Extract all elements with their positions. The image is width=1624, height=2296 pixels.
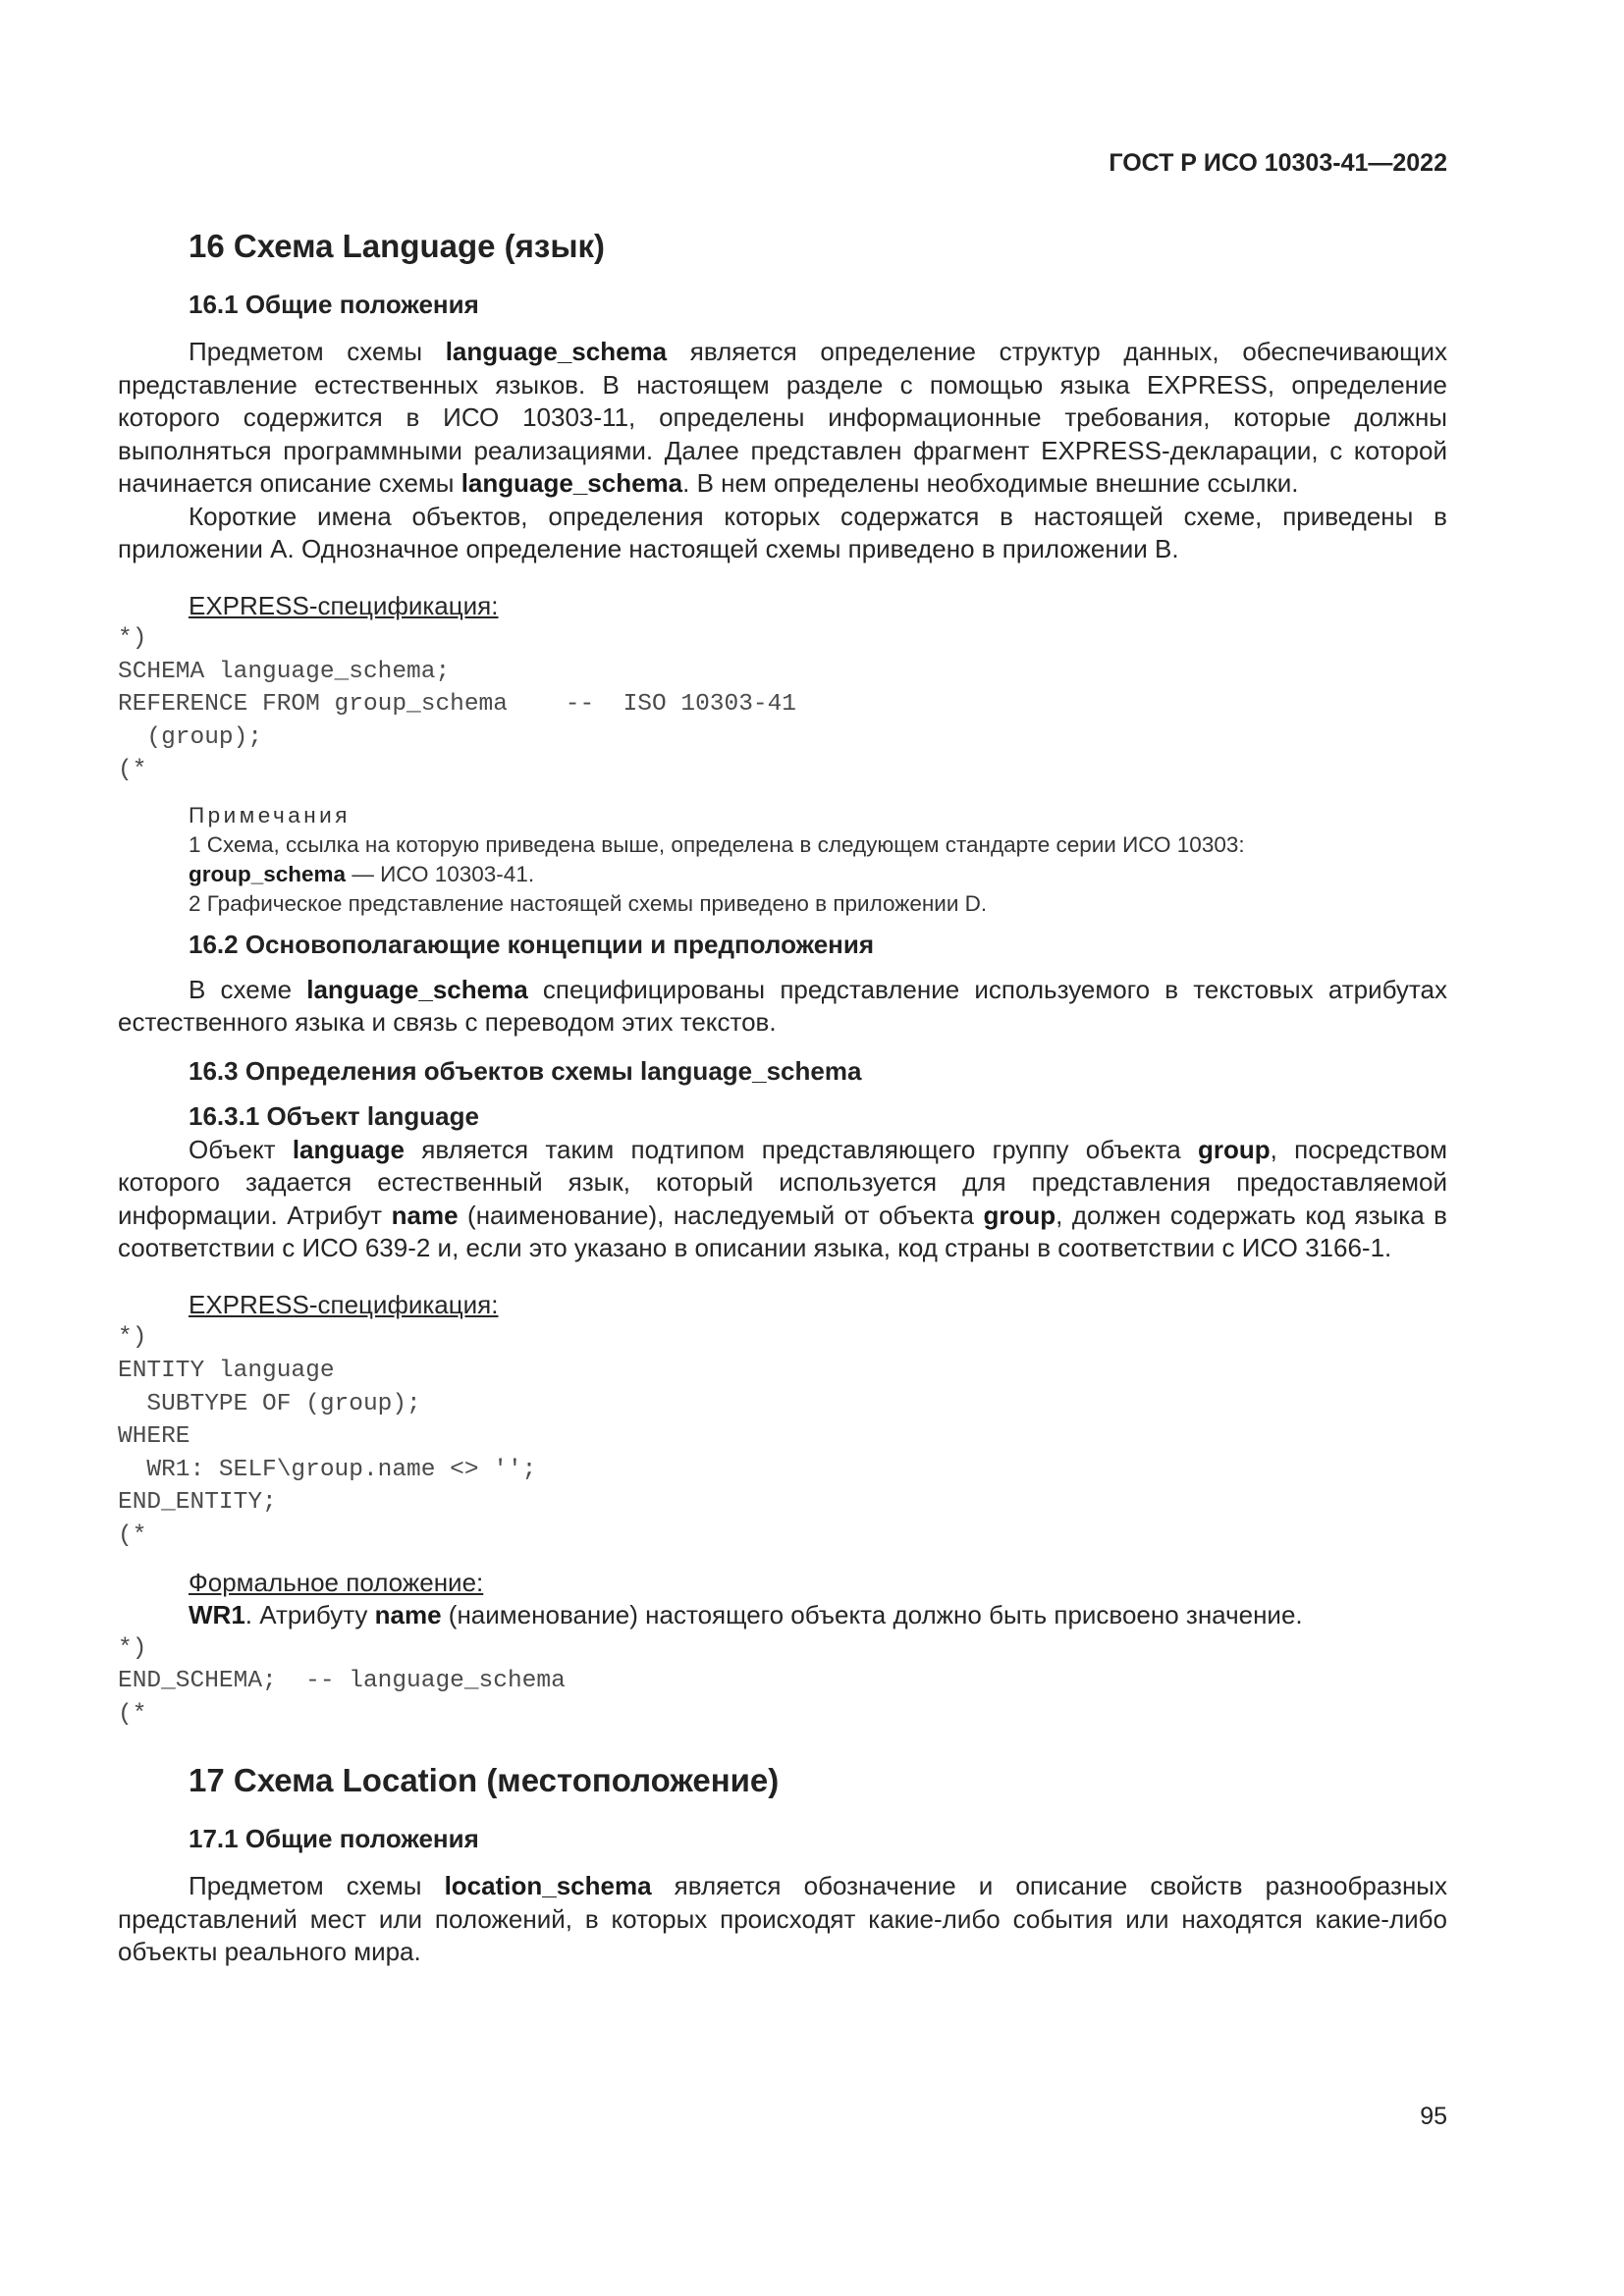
text-run: является обозначение и описание свойств разнообразных представлений мест или положений, в которых происходят какие-либо события или находятся какие-либо объекты реального мира. bbox=[118, 1871, 1447, 1967]
section-16-3-1-para-1 bbox=[118, 1134, 1447, 1265]
bold-term: name bbox=[374, 1600, 442, 1630]
section-17-title: 17 Схема Location (местоположение) bbox=[189, 1762, 780, 1799]
text-run: является определение структур данных, обеспечивающих представление естественных языков. В настоящем разделе с помощью языка EXPRESS, определение которого содержится в ИСО 10303-11, определены информационные требования, которые должны выполняться программными реализациями. Далее представлен фрагмент EXPRESS-декларации, с которой начинается описание схемы bbox=[118, 337, 1447, 498]
text-run: специфицированы представление используемого в текстовых атрибутах естественного языка и связь с переводом этих текстов. bbox=[118, 974, 1447, 1038]
section-16-1-title: 16.1 Общие положения bbox=[189, 290, 479, 319]
express-spec-label-2: EXPRESS-спецификация: bbox=[189, 1289, 499, 1319]
section-16-3-1-title: 16.3.1 Объект language bbox=[189, 1100, 479, 1131]
bold-term: language_schema bbox=[306, 974, 528, 1004]
bold-term: group bbox=[983, 1200, 1056, 1230]
section-16-title: 16 Схема Language (язык) bbox=[189, 228, 606, 264]
page-number: 95 bbox=[1420, 2103, 1447, 2130]
text-run: Предметом схемы bbox=[189, 337, 446, 366]
formal-proposition-wr1 bbox=[118, 1599, 1447, 1632]
text-run: , посредством которого задается естественный язык, который используется для представления предоставляемой информации. Атрибут bbox=[118, 1134, 1447, 1230]
bold-term: language_schema bbox=[445, 337, 668, 366]
text-run: 2 Графическое представление настоящей схемы приведено в приложении D. bbox=[189, 890, 988, 916]
bold-term: language_schema bbox=[460, 468, 683, 498]
bold-term: location_schema bbox=[444, 1871, 652, 1901]
section-16-1-para-2 bbox=[118, 501, 1447, 566]
text-run: является таким подтипом представляющего группу объекта bbox=[404, 1134, 1198, 1164]
formal-proposition-label: Формальное положение: bbox=[189, 1567, 484, 1597]
text-run: Предметом схемы bbox=[189, 1871, 445, 1901]
express-code-block-3: *) END_SCHEMA; -- language_schema (* bbox=[118, 1634, 566, 1728]
text-run: , должен содержать код языка в соответствии с ИСО 639-2 и, если это указано в описании языка, код страны в соответствии с ИСО 3166-1. bbox=[118, 1200, 1447, 1263]
bold-term: WR1 bbox=[189, 1600, 245, 1630]
text-run: Короткие имена объектов, определения которых содержатся в настоящей схеме, приведены в приложении А. Однозначное определение настоящей схемы приведено в приложении В. bbox=[118, 501, 1447, 563]
text-run: . Атрибуту bbox=[244, 1600, 375, 1630]
bold-term: language bbox=[292, 1134, 405, 1164]
note-1-continued bbox=[118, 860, 1447, 889]
section-17-1-title: 17.1 Общие положения bbox=[189, 1824, 479, 1854]
text-run: В схеме bbox=[189, 974, 307, 1004]
express-code-block-2: *) ENTITY language SUBTYPE OF (group); WHERE WR1: SELF\group.name <> ''; END_ENTITY; (* bbox=[118, 1324, 537, 1550]
text-run: (наименование), наследуемый от объекта bbox=[458, 1200, 984, 1230]
notes-title: Примечания bbox=[189, 802, 351, 828]
express-spec-label-1: EXPRESS-спецификация: bbox=[189, 590, 499, 620]
text-run: Объект bbox=[189, 1134, 293, 1164]
bold-term: group_schema bbox=[189, 861, 347, 886]
section-16-1-para-1 bbox=[118, 336, 1447, 501]
express-code-block-1: *) SCHEMA language_schema; REFERENCE FROM group_schema -- ISO 10303-41 (group); (* bbox=[118, 625, 797, 784]
bold-term: name bbox=[391, 1200, 459, 1230]
text-run: 1 Схема, ссылка на которую приведена выше, определена в следующем стандарте серии ИСО 10303: bbox=[189, 831, 1245, 857]
bold-term: group bbox=[1198, 1134, 1271, 1164]
section-16-2-title: 16.2 Основополагающие концепции и предположения bbox=[189, 929, 875, 959]
section-16-3-title: 16.3 Определения объектов схемы language_schema bbox=[189, 1055, 862, 1086]
standard-header: ГОСТ Р ИСО 10303-41—2022 bbox=[1109, 149, 1447, 177]
section-17-1-para-1 bbox=[118, 1870, 1447, 1969]
text-run: — ИСО 10303-41. bbox=[346, 861, 535, 886]
note-2 bbox=[118, 889, 1447, 919]
text-run: . В нем определены необходимые внешние ссылки. bbox=[682, 468, 1299, 498]
page-content bbox=[118, 224, 1447, 1969]
section-16-2-para-1 bbox=[118, 974, 1447, 1040]
note-1 bbox=[118, 830, 1447, 860]
text-run: (наименование) настоящего объекта должно быть присвоено значение. bbox=[441, 1600, 1303, 1630]
